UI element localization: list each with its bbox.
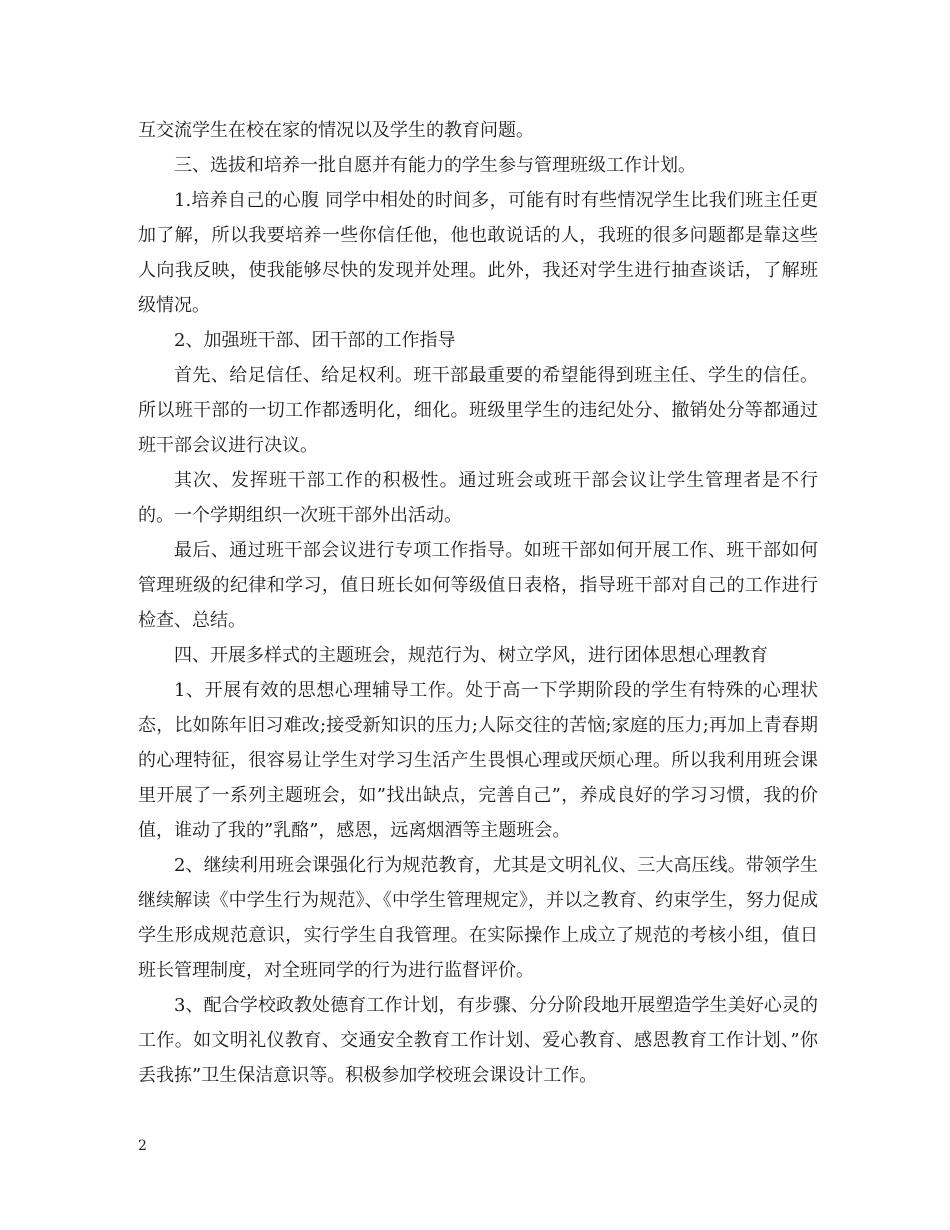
paragraph-section-four-item-1: 1、开展有效的思想心理辅导工作。处于高一下学期阶段的学生有特殊的心理状态，比如陈年旧习难改;接受新知识的压力;人际交往的苦恼;家庭的压力;再加上青春期的心理特征，很容易让学生对学习生活产生畏惧心理或厌烦心理。所以我利用班会课里开展了一系列主题班会，如”找出缺点，完善自己”，养成良好的学习习惯，我的价值，谁动了我的”乳酪”，感恩，远离烟酒等主题班会。 xyxy=(138,680,818,841)
paragraph-section-four-item-3: 3、配合学校政教处德育工作计划，有步骤、分分阶段地开展塑造学生美好心灵的工作。如文明礼仪教育、交通安全教育工作计划、爱心教育、感恩教育工作计划、”你丢我拣”卫生保洁意识等。积极参加学校班会课设计工作。 xyxy=(138,995,818,1086)
subheading-item-2: 2、加强班干部、团干部的工作指导 xyxy=(174,330,456,351)
heading-section-three: 三、选拔和培养一批自愿并有能力的学生参与管理班级工作计划。 xyxy=(174,155,696,176)
paragraph-section-four-item-2: 2、继续利用班会课强化行为规范教育，尤其是文明礼仪、三大高压线。带领学生继续解读《中学生行为规范》、《中学生管理规定》，并以之教育、约束学生，努力促成学生形成规范意识，实行学生自我管理。在实际操作上成立了规范的考核小组，值日班长管理制度，对全班同学的行为进行监督评价。 xyxy=(138,855,818,981)
page-number: 2 xyxy=(138,1138,147,1154)
paragraph-last: 最后、通过班干部会议进行专项工作指导。如班干部如何开展工作、班干部如何管理班级的纪律和学习，值日班长如何等级值日表格，指导班干部对自己的工作进行检查、总结。 xyxy=(138,540,818,631)
heading-section-four: 四、开展多样式的主题班会，规范行为、树立学风，进行团体思想心理教育 xyxy=(174,645,768,666)
paragraph-continuation: 互交流学生在校在家的情况以及学生的教育问题。 xyxy=(138,120,534,141)
paragraph-first: 首先、给足信任、给足权利。班干部最重要的希望能得到班主任、学生的信任。所以班干部的一切工作都透明化，细化。班级里学生的违纪处分、撤销处分等都通过班干部会议进行决议。 xyxy=(138,365,818,456)
document-body xyxy=(138,113,818,1093)
paragraph-second: 其次、发挥班干部工作的积极性。通过班会或班干部会议让学生管理者是不行的。一个学期组织一次班干部外出活动。 xyxy=(138,470,818,526)
paragraph-item-1: 1.培养自己的心腹 同学中相处的时间多，可能有时有些情况学生比我们班主任更加了解，所以我要培养一些你信任他，他也敢说话的人，我班的很多问题都是靠这些人向我反映，使我能够尽快的发现并处理。此外，我还对学生进行抽查谈话，了解班级情况。 xyxy=(138,190,818,316)
